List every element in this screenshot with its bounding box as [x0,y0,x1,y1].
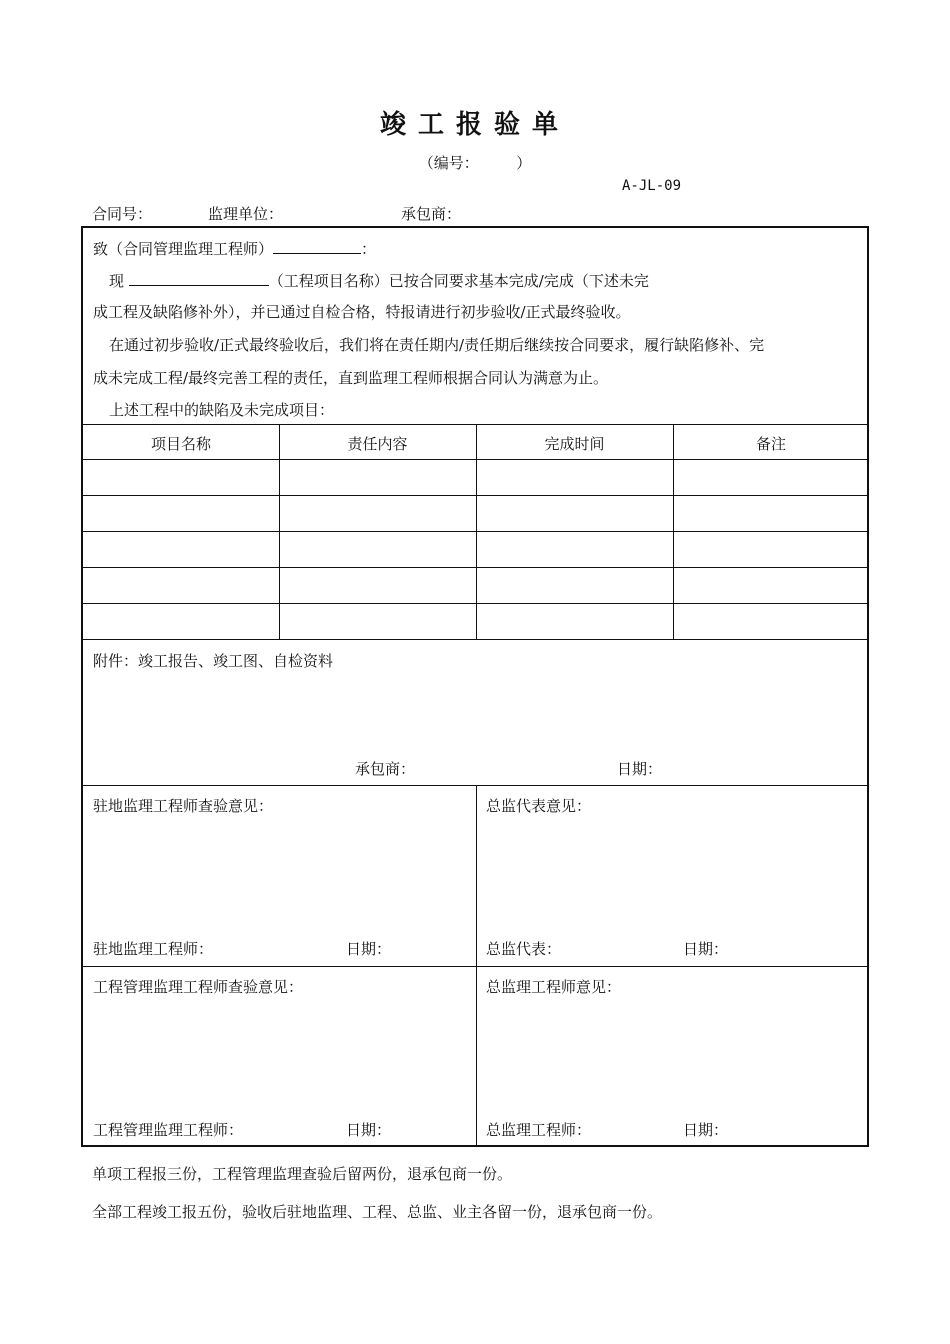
table-col-line [476,424,477,639]
chief-engineer-sign-label: 总监理工程师： [486,1121,592,1139]
contract-no-label: 合同号： [92,205,153,223]
supervisor-unit-label: 监理单位： [208,205,284,223]
chief-engineer-date-label: 日期： [683,1121,729,1139]
chief-rep-date-label: 日期： [683,940,729,958]
resident-engineer-opinion-title: 驻地监理工程师查验意见： [93,797,274,815]
intro-line2: 成工程及缺陷修补外），并已通过自检合格，特报请进行初步验收/正式最终验收。 [93,303,631,321]
to-suffix: ： [361,240,377,258]
intro-line5: 上述工程中的缺陷及未完成项目： [109,401,335,419]
intro-line4: 成未完成工程/最终完善工程的责任，直到监理工程师根据合同认为满意为止。 [93,369,609,387]
col-header-completion-time: 完成时间 [544,435,605,453]
intro-line3: 在通过初步验收/正式最终验收后，我们将在责任期内/责任期后继续按合同要求，履行缺陷修补、完 [109,336,765,354]
form-frame [81,226,869,1147]
now-prefix: 现 [109,272,125,290]
table-col-line [279,424,280,639]
table-col-line [673,424,674,639]
contractor-label: 承包商： [401,205,462,223]
footer-note-1: 单项工程报三份，工程管理监理查验后留两份，退承包商一份。 [92,1165,513,1183]
footer-note-2: 全部工程竣工报五份，验收后驻地监理、工程、总监、业主各留一份，退承包商一份。 [92,1203,663,1221]
document-number: （编号： ） [418,154,532,172]
project-name-blank[interactable] [129,271,269,286]
resident-engineer-sign-label: 驻地监理工程师： [93,940,214,958]
contract-mgmt-opinion-title: 工程管理监理工程师查验意见： [93,978,304,996]
to-prefix: 致（合同管理监理工程师） [93,240,274,258]
contract-mgmt-date-label: 日期： [346,1121,392,1139]
chief-engineer-opinion-title: 总监理工程师意见： [486,978,622,996]
attachment-date-label: 日期： [617,760,663,778]
chief-rep-opinion-title: 总监代表意见： [486,797,592,815]
contract-mgmt-sign-label: 工程管理监理工程师： [93,1121,244,1139]
attachment-contractor-label: 承包商： [355,760,416,778]
table-bottom-line [83,639,869,640]
line1-suffix: （工程项目名称）已按合同要求基本完成/完成（下述未完 [268,272,649,290]
form-code: A-JL-09 [622,178,682,194]
col-header-remarks: 备注 [755,435,786,453]
section-divider [83,966,869,967]
col-header-responsibility: 责任内容 [347,435,408,453]
attachment-label: 附件：竣工报告、竣工图、自检资料 [93,652,334,670]
document-title: 竣工报验单 [379,110,570,140]
resident-engineer-date-label: 日期： [346,940,392,958]
intro-to-line [93,238,376,259]
chief-rep-sign-label: 总监代表： [486,940,562,958]
engineer-name-blank[interactable] [273,239,361,254]
intro-line1 [109,270,649,291]
col-header-item-name: 项目名称 [150,435,211,453]
